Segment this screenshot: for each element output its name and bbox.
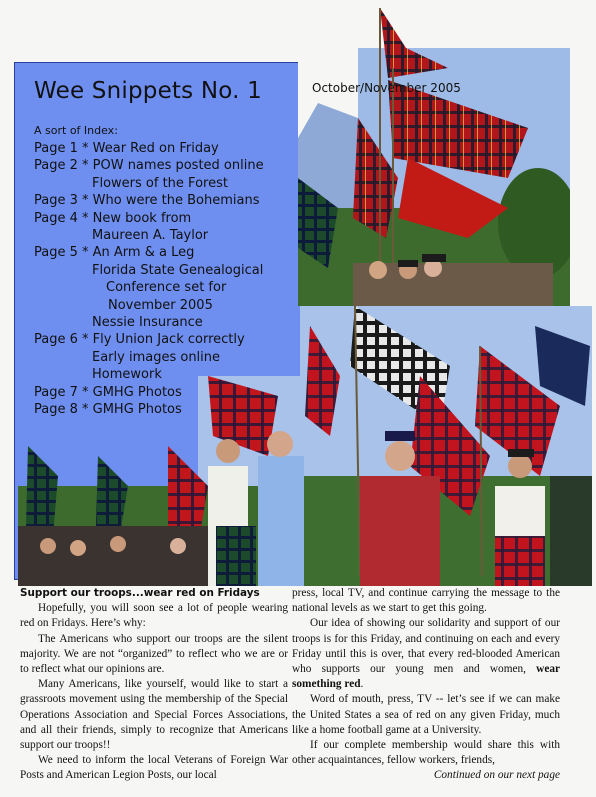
index-item: Early images online: [92, 349, 221, 365]
article-paragraph: press, local TV, and continue carrying the message to the national levels as we start to get this going.: [292, 587, 560, 615]
index-item: Page 4 * New book from: [34, 210, 192, 226]
index-item: Page 3 * Who were the Bohemians: [34, 193, 260, 209]
article-column-right: [292, 586, 560, 784]
tartan-flags-photo-top: [298, 8, 570, 306]
article-paragraph: Word of mouth, press, TV -- let’s see if we can make the United States a sea of red on any given Friday, much like a home football game at a University.: [292, 693, 560, 736]
index-item: Page 1 * Wear Red on Friday: [34, 141, 219, 156]
issue-date: October/November 2005: [312, 81, 461, 95]
article-emphasis: wear something red: [292, 663, 560, 691]
index-item: Homework: [92, 367, 162, 383]
index-heading: A sort of Index:: [34, 124, 118, 137]
index-item: Page 5 * An Arm & a Leg: [34, 245, 195, 261]
index-item: Maureen A. Taylor: [92, 228, 209, 244]
article-paragraph: Hopefully, you will soon see a lot of people wearing red on Fridays. Here’s why:: [20, 602, 288, 630]
index-item: Page 7 * GMHG Photos: [34, 384, 182, 400]
tartan-flags-photo-middle: [300, 306, 592, 586]
article-text: Our idea of showing our solidarity and support of our troops is for this Friday, and continuing on each and every Friday until this is over, that every red-blooded American who supports our young men and women,: [292, 617, 560, 676]
article-paragraph: We need to inform the local Veterans of Foreign War Posts and American Legion Posts, our local: [20, 754, 288, 782]
article-paragraph: If our complete membership would share this with other acquaintances, fellow workers, friends,: [292, 739, 560, 767]
article-text: .: [360, 678, 364, 691]
continued-note: Continued on our next page: [433, 769, 560, 782]
index-item: Page 8 * GMHG Photos: [34, 402, 182, 418]
index-item: Nessie Insurance: [92, 315, 203, 331]
index-item: Florida State Genealogical: [92, 262, 264, 278]
article-paragraph: The Americans who support our troops are the silent majority. We are not “organized” to reflect who we are or to reflect what our opinions are.: [20, 632, 288, 676]
index-item: Flowers of the Forest: [92, 175, 228, 191]
index-item: November 2005: [108, 297, 213, 313]
index-item: Conference set for: [106, 280, 227, 296]
index-item: Page 6 * Fly Union Jack correctly: [34, 332, 245, 348]
article-paragraph: [292, 616, 560, 692]
article-headline: Support our troops...wear red on Fridays: [20, 587, 260, 599]
index-item: Page 2 * POW names posted online: [34, 158, 264, 174]
article-paragraph: Many Americans, like yourself, would like to start a grassroots movement using the membership of the Special Operations Association and Special Forces Associations, and all their friends, simply to recognize that Americans support our troops!!: [20, 678, 288, 752]
newsletter-title: Wee Snippets No. 1: [34, 78, 262, 104]
index-list: [34, 124, 264, 419]
article-column-left: [20, 586, 288, 784]
